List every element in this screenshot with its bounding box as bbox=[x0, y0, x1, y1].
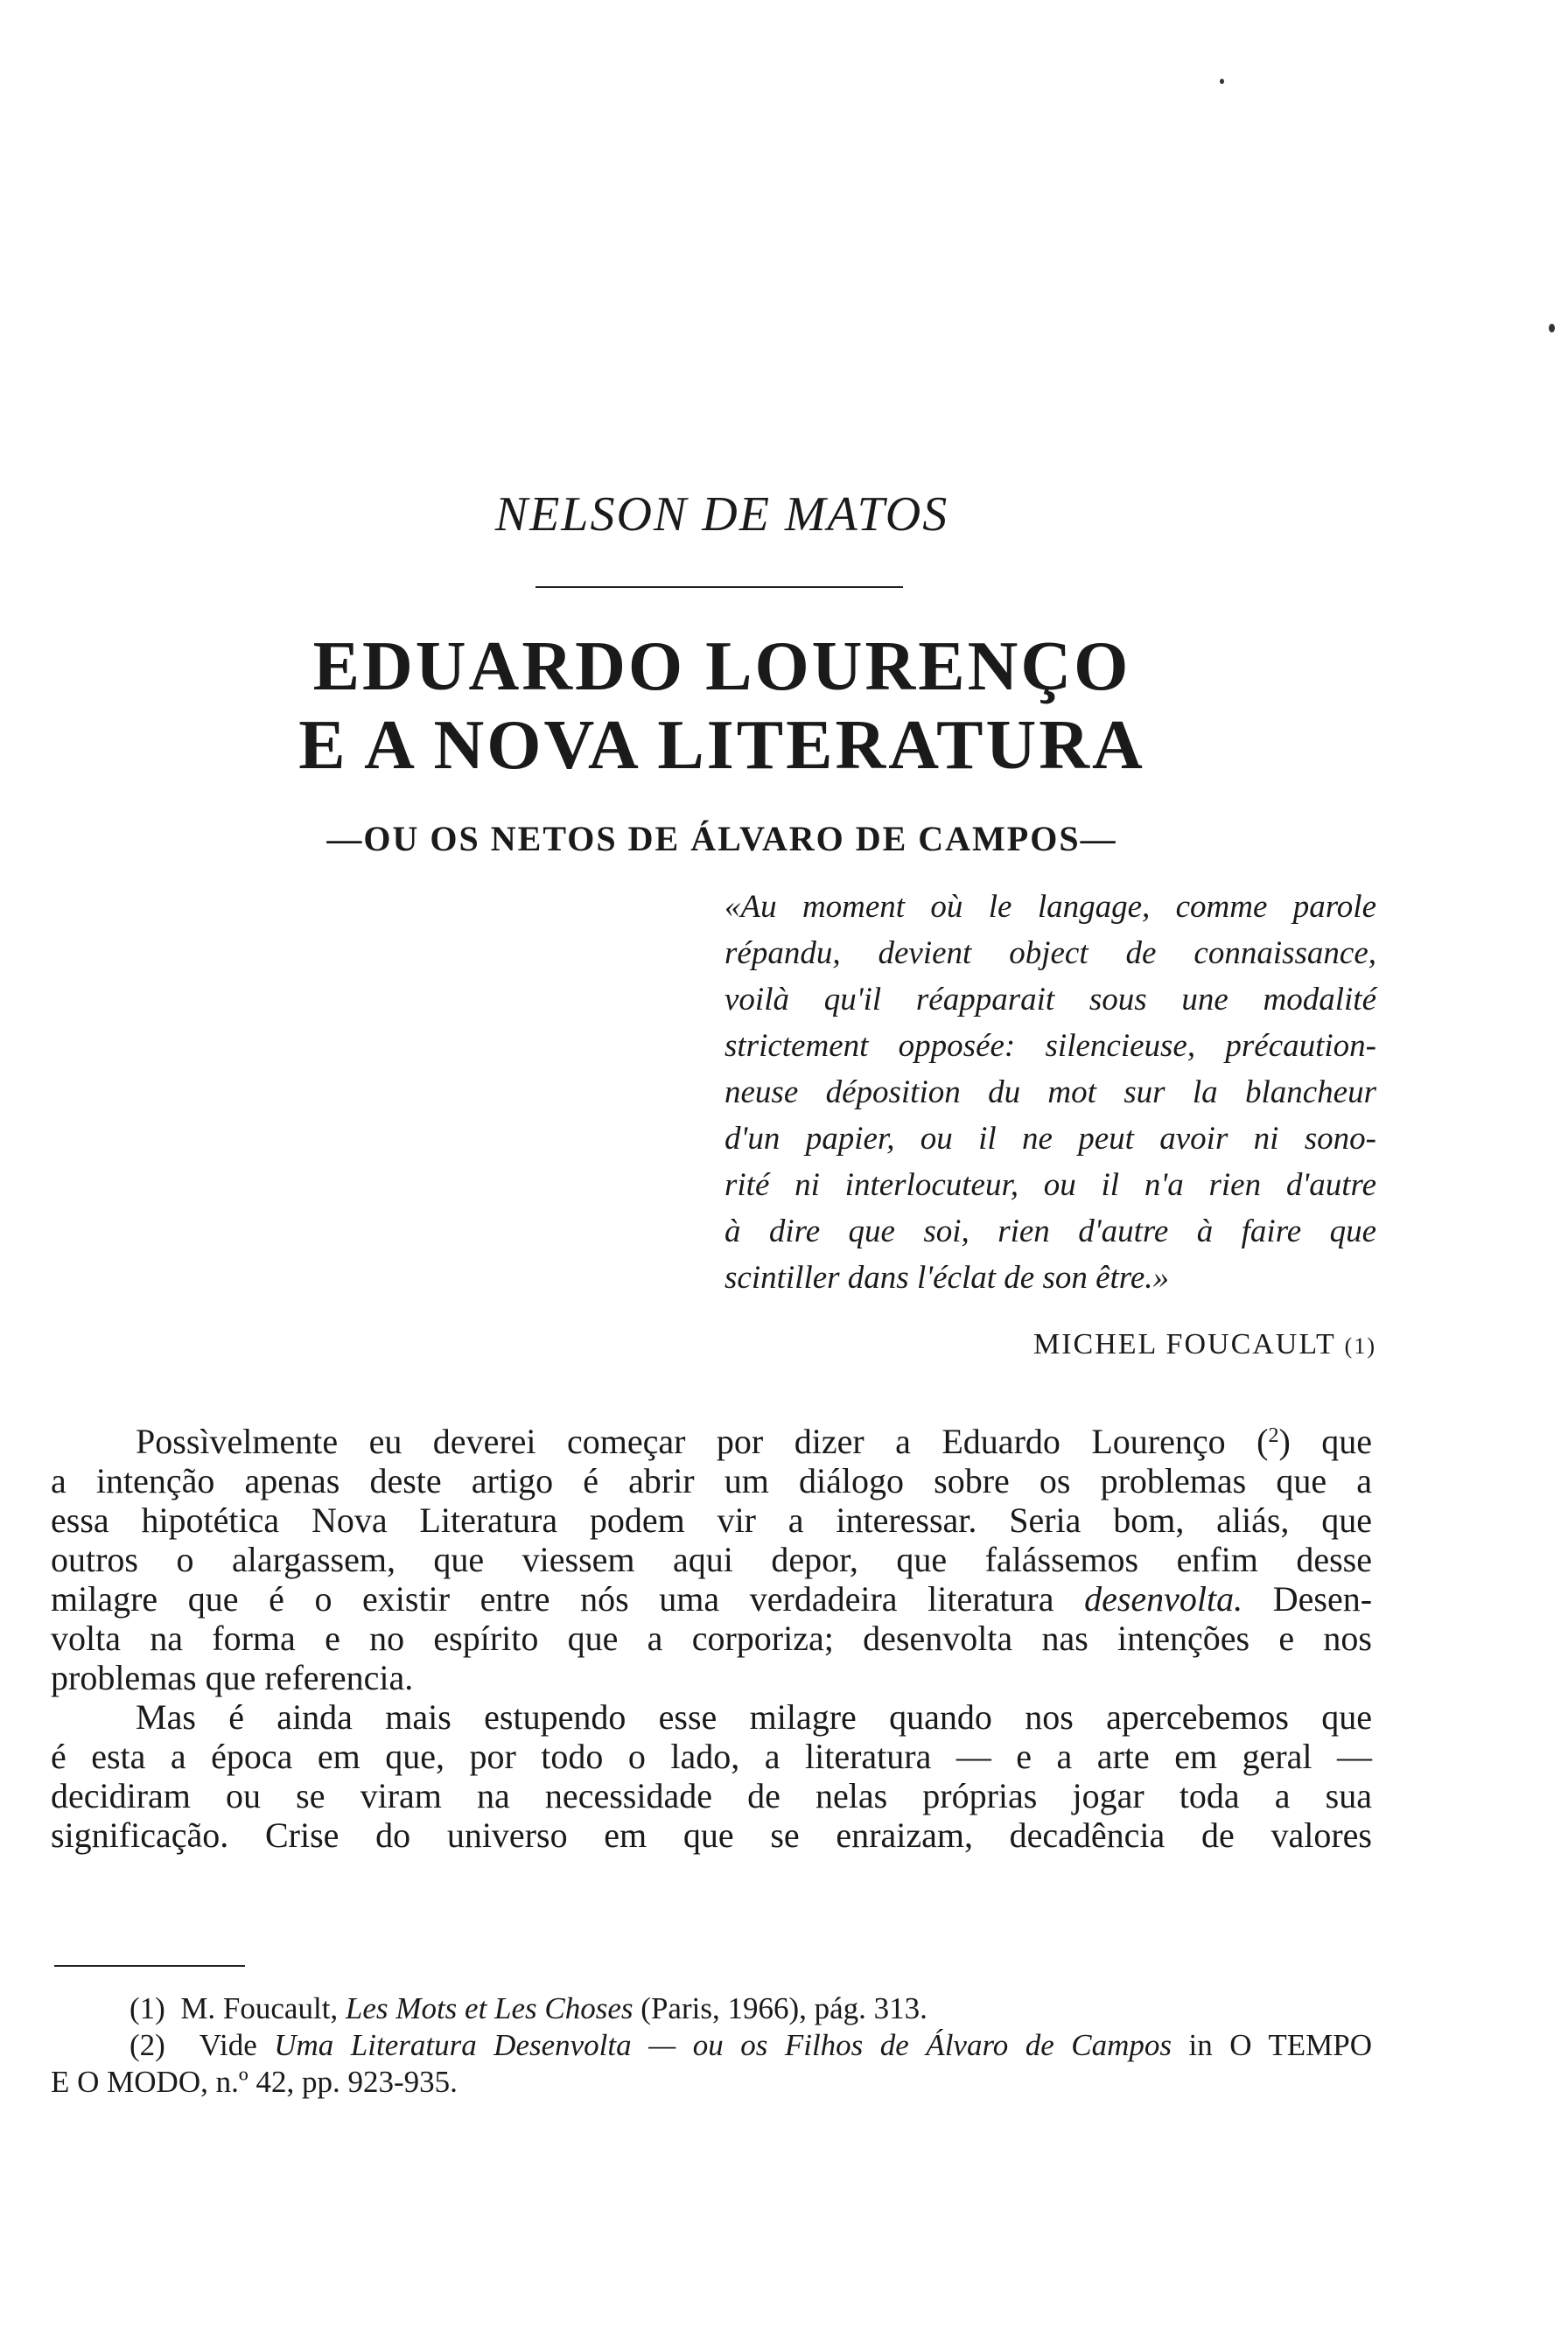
body-line: significação. Crise do universo em que se enraizam, decadência de valores bbox=[51, 1815, 1372, 1855]
body-line: problemas que referencia. bbox=[51, 1658, 414, 1697]
body-line: volta na forma e no espírito que a corporiza; desenvolta nas intenções e nos bbox=[51, 1619, 1372, 1658]
footnote-1: (1) M. Foucault, Les Mots et Les Choses (Paris, 1966), pág. 313. bbox=[130, 1991, 928, 2025]
body-line: é esta a época em que, por todo o lado, a literatura — e a arte em geral — bbox=[51, 1737, 1372, 1776]
body-line: essa hipotética Nova Literatura podem vir a interessar. Seria bom, aliás, que bbox=[51, 1500, 1372, 1540]
body-line: a intenção apenas deste artigo é abrir um diálogo sobre os problemas que a bbox=[51, 1461, 1372, 1500]
epigraph-line: répandu, devient object de connaissance, bbox=[724, 935, 1376, 971]
epigraph-line: à dire que soi, rien d'autre à faire que bbox=[724, 1213, 1376, 1249]
footnote-ref: (1) bbox=[1344, 1333, 1376, 1359]
epigraph-line: neuse déposition du mot sur la blancheur bbox=[724, 1074, 1376, 1110]
body-line: Possìvelmente eu deverei começar por dizer a Eduardo Lourenço ($^2$) que bbox=[136, 1422, 1372, 1461]
body-line: Mas é ainda mais estupendo esse milagre quando nos apercebemos que bbox=[136, 1697, 1372, 1737]
body-line: milagre que é o existir entre nós uma verdadeira literatura desenvolta. Desen- bbox=[51, 1579, 1373, 1619]
author-name: NELSON DE MATOS bbox=[494, 487, 949, 542]
footnote-marker: (1) bbox=[130, 1991, 165, 2025]
body-line: decidiram ou se viram na necessidade de nelas próprias jogar toda a sua bbox=[51, 1776, 1372, 1815]
epigraph-line: voilà qu'il réapparait sous une modalité bbox=[724, 982, 1376, 1018]
footnote-2: (2) Vide Uma Literatura Desenvolta — ou os Filhos de Álvaro de Campos in O TEMPO bbox=[130, 2028, 1372, 2062]
epigraph-line: scintiller dans l'éclat de son être.» bbox=[724, 1260, 1170, 1296]
footnote-2-continued: E O MODO, n.º 42, pp. 923-935. bbox=[51, 2065, 458, 2099]
emphasis-text: desenvolta. bbox=[1084, 1579, 1243, 1619]
title-rule bbox=[536, 586, 903, 588]
footnote-rule bbox=[54, 1965, 245, 1967]
footnotes bbox=[51, 1990, 1372, 2101]
article-body bbox=[51, 1422, 1372, 1855]
scan-speck bbox=[1549, 324, 1555, 332]
body-line: outros o alargassem, que viessem aqui depor, que falássemos enfim desse bbox=[51, 1540, 1372, 1579]
footnote-ref: 2 bbox=[1268, 1423, 1279, 1447]
epigraph-line: «Au moment où le langage, comme parole bbox=[724, 889, 1376, 925]
article-title-line1: EDUARDO LOURENÇO bbox=[312, 628, 1131, 705]
article-subtitle: —OU OS NETOS DE ÁLVARO DE CAMPOS— bbox=[326, 819, 1117, 858]
epigraph-line: rité ni interlocuteur, ou il n'a rien d'autre bbox=[724, 1167, 1376, 1203]
article-title-line2: E A NOVA LITERATURA bbox=[298, 707, 1145, 784]
epigraph-line: strictement opposée: silencieuse, précaution- bbox=[724, 1028, 1376, 1064]
epigraph bbox=[724, 884, 1376, 1301]
scan-speck bbox=[1220, 79, 1224, 84]
footnote-marker: (2) bbox=[130, 2028, 165, 2062]
epigraph-attribution bbox=[724, 1328, 1376, 1361]
epigraph-line: d'un papier, ou il ne peut avoir ni sono- bbox=[724, 1121, 1376, 1157]
attribution-name: MICHEL FOUCAULT bbox=[1033, 1328, 1336, 1360]
